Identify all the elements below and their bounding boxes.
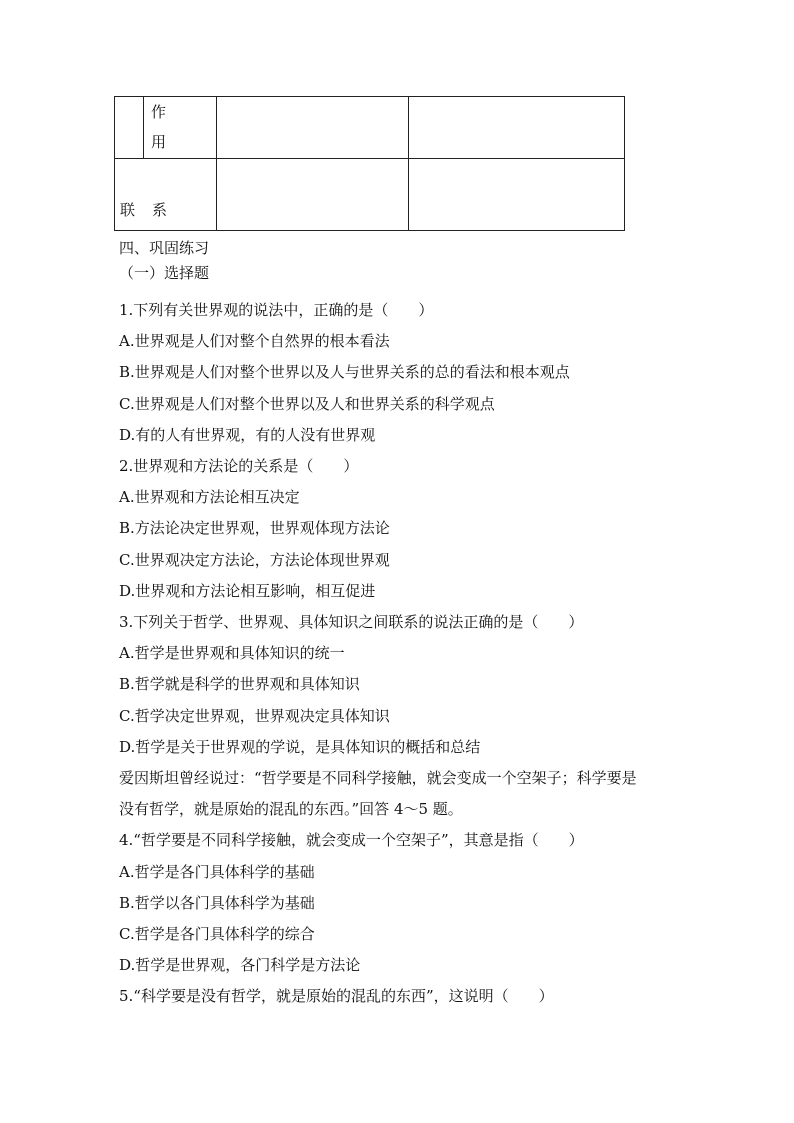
question-1-option-d: D.有的人有世界观，有的人没有世界观 <box>119 426 376 444</box>
question-1-option-a: A.世界观是人们对整个自然界的根本看法 <box>119 332 390 350</box>
question-5-stem: 5.“科学要是没有哲学，就是原始的混乱的东西”，这说明（ ） <box>119 987 554 1005</box>
table-row2-label-left: 联 <box>120 201 136 219</box>
question-4-option-a: A.哲学是各门具体科学的基础 <box>119 863 315 881</box>
question-1-option-b: B.世界观是人们对整个世界以及人与世界关系的总的看法和根本观点 <box>119 363 570 381</box>
question-3-option-a: A.哲学是世界观和具体知识的统一 <box>119 644 345 662</box>
question-4-option-c: C.哲学是各门具体科学的综合 <box>119 925 315 943</box>
question-2-option-a: A.世界观和方法论相互决定 <box>119 488 300 506</box>
question-2-option-d: D.世界观和方法论相互影响，相互促进 <box>119 582 376 600</box>
passage-line-1: 爱因斯坦曾经说过：“哲学要是不同科学接触，就会变成一个空架子；科学要是 <box>119 769 637 787</box>
question-3-option-c: C.哲学决定世界观，世界观决定具体知识 <box>119 707 390 725</box>
question-3-option-d: D.哲学是关于世界观的学说，是具体知识的概括和总结 <box>119 738 481 756</box>
question-2-option-b: B.方法论决定世界观，世界观体现方法论 <box>119 519 390 537</box>
question-1-stem: 1.下列有关世界观的说法中，正确的是（ ） <box>119 301 434 319</box>
question-4-option-d: D.哲学是世界观，各门科学是方法论 <box>119 956 361 974</box>
question-4-option-b: B.哲学以各门具体科学为基础 <box>119 894 315 912</box>
section-subheading: （一）选择题 <box>119 264 210 282</box>
question-4-stem: 4.“哲学要是不同科学接触，就会变成一个空架子”，其意是指（ ） <box>119 831 584 849</box>
summary-table <box>114 96 625 231</box>
table-row2-label-right: 系 <box>152 201 168 219</box>
table-row1-label-top: 作 <box>151 103 167 121</box>
question-2-option-c: C.世界观决定方法论，方法论体现世界观 <box>119 551 390 569</box>
table-row1-label-bottom: 用 <box>151 133 167 151</box>
question-1-option-c: C.世界观是人们对整个世界以及人和世界关系的科学观点 <box>119 395 495 413</box>
question-2-stem: 2.世界观和方法论的关系是（ ） <box>119 457 359 475</box>
passage-line-2: 没有哲学，就是原始的混乱的东西。”回答 4～5 题。 <box>119 800 463 818</box>
question-3-stem: 3.下列关于哲学、世界观、具体知识之间联系的说法正确的是（ ） <box>119 613 584 631</box>
section-heading: 四、巩固练习 <box>119 239 210 257</box>
question-3-option-b: B.哲学就是科学的世界观和具体知识 <box>119 675 360 693</box>
